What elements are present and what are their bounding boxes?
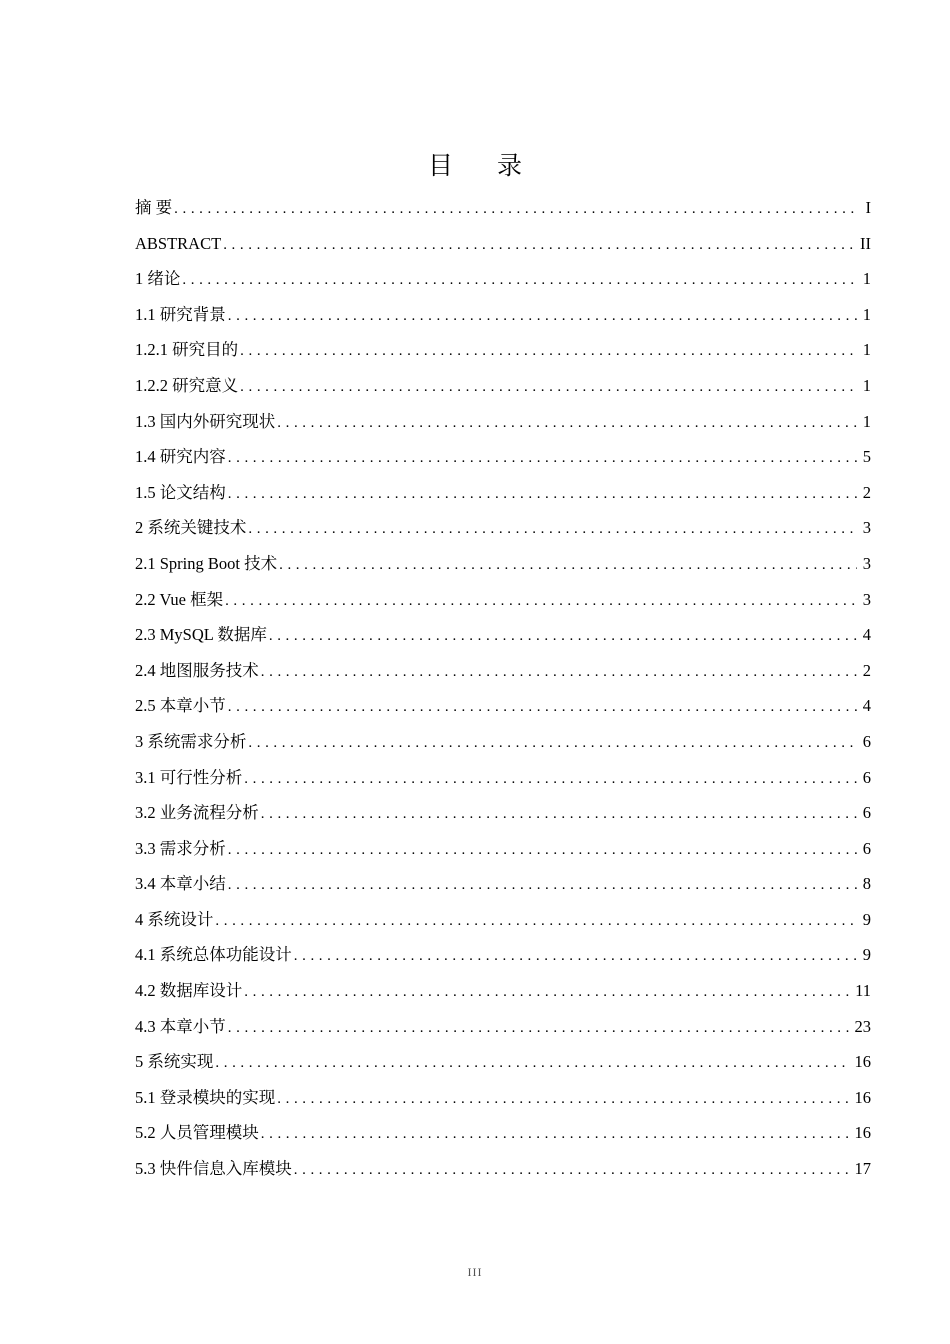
toc-entry-page: 23 xyxy=(854,1016,871,1036)
toc-entry-label: 5.2 人员管理模块 xyxy=(135,1123,259,1143)
toc-entry-page: 11 xyxy=(855,981,871,1001)
toc-entry-label: 2.5 本章小节 xyxy=(135,696,226,716)
toc-entry-label: 2.1 Spring Boot 技术 xyxy=(135,553,278,573)
toc-entry[interactable] xyxy=(135,795,871,831)
toc-entry-label: 3 系统需求分析 xyxy=(135,731,247,751)
toc-leader-dots xyxy=(294,1153,851,1189)
toc-entry[interactable] xyxy=(135,937,871,973)
toc-entry[interactable] xyxy=(135,332,871,368)
toc-entry-page: II xyxy=(860,233,871,253)
toc-entry[interactable] xyxy=(135,582,871,618)
toc-leader-dots xyxy=(240,334,857,370)
toc-entry-label: 1.4 研究内容 xyxy=(135,447,226,467)
toc-entry[interactable] xyxy=(135,866,871,902)
toc-leader-dots xyxy=(228,1011,851,1047)
toc-entry[interactable] xyxy=(135,617,871,653)
toc-leader-dots xyxy=(248,726,857,762)
toc-leader-dots xyxy=(228,868,857,904)
toc-leader-dots xyxy=(279,548,857,584)
toc-leader-dots xyxy=(228,833,857,869)
toc-leader-dots xyxy=(277,406,857,442)
toc-entry-label: 5.1 登录模块的实现 xyxy=(135,1087,276,1107)
toc-entry[interactable] xyxy=(135,724,871,760)
toc-leader-dots xyxy=(228,441,857,477)
toc-entry[interactable] xyxy=(135,475,871,511)
toc-leader-dots xyxy=(294,939,857,975)
toc-entry[interactable] xyxy=(135,973,871,1009)
toc-leader-dots xyxy=(228,299,857,335)
toc-leader-dots xyxy=(244,762,857,798)
toc-leader-dots xyxy=(228,690,857,726)
toc-entry[interactable] xyxy=(135,404,871,440)
toc-entry[interactable] xyxy=(135,261,871,297)
toc-leader-dots xyxy=(228,477,857,513)
toc-entry-page: 9 xyxy=(862,909,871,929)
toc-entry[interactable] xyxy=(135,1044,871,1080)
toc-entry-page: 2 xyxy=(862,482,871,502)
toc-entry[interactable] xyxy=(135,1151,871,1187)
toc-leader-dots xyxy=(215,904,857,940)
toc-entry-page: 4 xyxy=(862,625,871,645)
toc-entry-label: 1.1 研究背景 xyxy=(135,304,226,324)
toc-entry[interactable] xyxy=(135,226,871,262)
toc-entry-label: 4.3 本章小节 xyxy=(135,1016,226,1036)
toc-entry-page: I xyxy=(865,198,871,217)
toc-entry-label: ABSTRACT xyxy=(135,233,222,253)
toc-entry-page: 1 xyxy=(862,340,871,360)
toc-leader-dots xyxy=(261,1117,851,1153)
toc-entry-page: 2 xyxy=(862,660,871,680)
toc-entry[interactable] xyxy=(135,546,871,582)
toc-entry[interactable] xyxy=(135,439,871,475)
toc-leader-dots xyxy=(225,584,857,620)
toc-entry-page: 8 xyxy=(862,874,871,894)
toc-entry-page: 1 xyxy=(862,375,871,395)
toc-entry-page: 3 xyxy=(862,553,871,573)
toc-entry-label: 2 系统关键技术 xyxy=(135,518,247,538)
toc-entry-label: 1.3 国内外研究现状 xyxy=(135,411,276,431)
toc-entry[interactable] xyxy=(135,1009,871,1045)
toc-entry-page: 1 xyxy=(862,304,871,324)
toc-entry-label: 3.4 本章小结 xyxy=(135,874,226,894)
toc-entry-page: 1 xyxy=(862,411,871,431)
toc-entry-page: 6 xyxy=(862,767,871,787)
toc-entry-label: 4.1 系统总体功能设计 xyxy=(135,945,292,965)
toc-entry-page: 6 xyxy=(862,838,871,858)
toc-entry-page: 6 xyxy=(862,803,871,823)
toc-entry-page: 3 xyxy=(862,589,871,609)
toc-entry-page: 9 xyxy=(862,945,871,965)
toc-leader-dots xyxy=(261,655,857,691)
toc-entry-page: 4 xyxy=(862,696,871,716)
toc-entry[interactable] xyxy=(135,510,871,546)
toc-leader-dots xyxy=(182,263,857,299)
toc-leader-dots xyxy=(261,797,857,833)
toc-entry-page: 16 xyxy=(854,1052,871,1072)
toc-entry-label: 5 系统实现 xyxy=(135,1052,214,1072)
toc-entry[interactable] xyxy=(135,653,871,689)
toc-entry-page: 16 xyxy=(854,1087,871,1107)
toc-entry[interactable] xyxy=(135,297,871,333)
toc-leader-dots xyxy=(223,228,856,264)
toc-entry-label: 5.3 快件信息入库模块 xyxy=(135,1159,292,1179)
toc-leader-dots xyxy=(248,512,857,548)
toc-entry[interactable] xyxy=(135,688,871,724)
toc-entry-label: 1.2.2 研究意义 xyxy=(135,375,239,395)
table-of-contents xyxy=(135,190,871,1187)
toc-entry[interactable] xyxy=(135,831,871,867)
toc-leader-dots xyxy=(244,975,851,1011)
toc-entry-page: 16 xyxy=(854,1123,871,1143)
toc-entry-page: 5 xyxy=(862,447,871,467)
toc-entry-label: 1.5 论文结构 xyxy=(135,482,226,502)
toc-entry-label: 2.2 Vue 框架 xyxy=(135,589,224,609)
toc-entry[interactable] xyxy=(135,368,871,404)
toc-entry-label: 2.3 MySQL 数据库 xyxy=(135,625,267,645)
toc-entry[interactable] xyxy=(135,760,871,796)
toc-leader-dots xyxy=(215,1046,850,1082)
toc-entry[interactable] xyxy=(135,190,871,226)
toc-leader-dots xyxy=(240,370,857,406)
toc-entry-label: 1.2.1 研究目的 xyxy=(135,340,239,360)
toc-entry-page: 17 xyxy=(854,1159,871,1179)
toc-entry-label: 1 绪论 xyxy=(135,269,181,289)
toc-entry-label: 3.2 业务流程分析 xyxy=(135,803,259,823)
toc-entry-label: 4.2 数据库设计 xyxy=(135,981,243,1001)
toc-entry-page: 6 xyxy=(862,731,871,751)
toc-entry[interactable] xyxy=(135,902,871,938)
toc-entry[interactable] xyxy=(135,1115,871,1151)
toc-leader-dots xyxy=(269,619,857,655)
toc-entry-label: 3.1 可行性分析 xyxy=(135,767,243,787)
toc-entry-page: 3 xyxy=(862,518,871,538)
page-number: III xyxy=(467,1265,483,1279)
toc-leader-dots xyxy=(277,1082,850,1118)
toc-leader-dots xyxy=(174,192,857,228)
toc-entry-label: 4 系统设计 xyxy=(135,909,214,929)
toc-entry-label: 3.3 需求分析 xyxy=(135,838,226,858)
page-title: 目 录 xyxy=(428,151,540,180)
toc-entry-label: 2.4 地图服务技术 xyxy=(135,660,259,680)
toc-entry-label: 摘 要 xyxy=(135,198,173,217)
toc-entry[interactable] xyxy=(135,1080,871,1116)
toc-entry-page: 1 xyxy=(862,269,871,289)
